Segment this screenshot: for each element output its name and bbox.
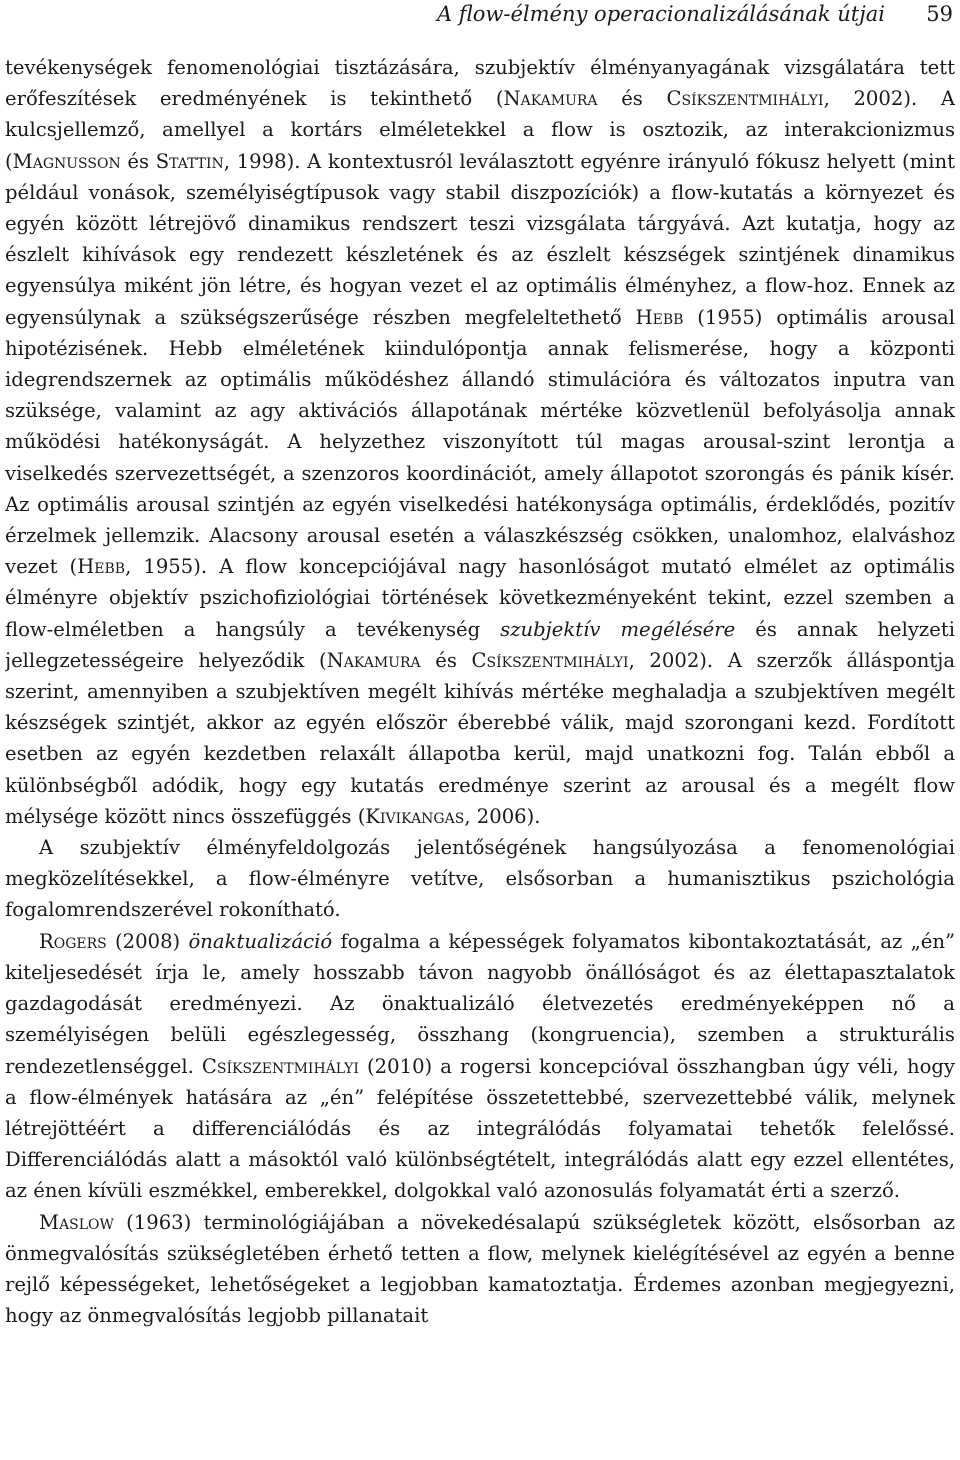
paragraph [5,926,955,1207]
document-page [5,0,955,1460]
author-name: Csíkszentmihályi [471,648,629,672]
author-name: Csíkszentmihályi [201,1054,359,1078]
paragraph [5,1207,955,1332]
running-header [5,2,955,36]
author-name: Stattin [155,149,224,173]
emphasis-text: szubjektív megélésére [500,617,736,641]
text-run: tevékenységek fenomenológiai tisztázására, szubjektív élményanyagának vizsgálatára tett erőfeszítések eredményének is tekinthető ( [5,56,955,111]
paragraph [5,52,955,832]
emphasis-text: önaktualizáció [188,929,333,953]
text-run: (1955) optimális arousal hipotézisének. Hebb elméletének kiindulópontja annak felismerése, hogy a központi idegrendszernek az optimális működéshez állandó stimulációra és változatos inputra van szüksége, valamint az agy aktivációs állapotának mértéke közvetlenül befolyásolja annak működési hatékonyságát. A helyzethez viszonyított túl magas arousal-szint lerontja a viselkedés szervezettségét, a szenzoros koordinációt, amely állapotot szorongás és pánik kísér. Az optimális arousal szintjén az egyén viselkedési hatékonysága optimális, érdeklődés, pozitív érzelmek jellemzik. Alacsony arousal esetén a válaszkészség csökken, unalomhoz, elalváshoz vezet ( [5,305,955,579]
page-number: 59 [926,2,953,26]
text-run: A szubjektív élményfeldolgozás jelentőségének hangsúlyozása a fenomenológiai megközelítésekkel, a flow-élményre vetítve, elsősorban a humanisztikus pszichológia fogalomrendszerével rokonítható. [5,836,955,922]
paragraph [5,832,955,926]
text-run: fogalma a képességek folyamatos kibontakoztatását, az „én” kiteljesedését írja le, amely hosszabb távon nagyobb önállóságot és az élettapasztalatok gazdagodását eredményezi. Az önaktualizáló életvezetés eredményeképpen nő a személyiségen belüli egészlegesség, összhang (kongruencia), szemben a strukturális rendezetlenséggel. [5,929,955,1078]
author-name: Maslow [39,1210,114,1234]
author-name: Hebb [77,555,126,579]
author-name: Nakamura [503,87,598,111]
body-text [5,52,955,1331]
running-title: A flow-élmény operacionalizálásának útjai [436,2,885,26]
text-run: , 1998). A kontextusról leválasztott egyénre irányuló fókusz helyett (mint például vonások, személyiségtípusok vagy stabil diszpozíciók) a flow-kutatás a környezet és egyén között létrejövő dinamikus rendszert teszi vizsgálata tárgyává. Azt kutatja, hogy az észlelt kihívások egy rendezett készletének és az észlelt készségek szintjének dinamikus egyensúlya miként jön létre, és hogyan vezet el az optimális élményhez, a flow-hoz. Ennek az egyensúlynak a szükségszerűsége részben megfeleltethető [5,149,955,329]
text-run: , 2002). A kulcsjellemző, amellyel a kortárs elméletekkel a flow is osztozik, az interakcionizmus ( [5,87,955,173]
text-run: (1963) terminológiájában a növekedésalapú szükségletek között, elsősorban az önmegvalósítás szükségletében érhető tetten a flow, melynek kielégítésével az egyén a benne rejlő képességeket, lehetőségeket a legjobban kamatoztatja. Érdemes azonban megjegyezni, hogy az önmegvalósítás legjobb pillanatait [5,1210,955,1328]
text-run: és [420,648,472,672]
text-run: és [597,87,667,111]
author-name: Kivikangas [365,804,465,828]
text-run: (2010) a rogersi koncepcióval összhangban úgy véli, hogy a flow-élmények hatására az „én” felépítése összetettebbé, szervezettebbé válik, melynek létrejöttéért a differenciálódás és az integrálódás folyamatai tehetők felelőssé. Differenciálódás alatt a másoktól való különbségtételt, integrálódás alatt egy ezzel ellentétes, az énen kívüli eszmékkel, emberekkel, dolgokkal való azonosulás folyamatát érti a szerző. [5,1054,955,1203]
author-name: Hebb [635,305,684,329]
text-run: , 2002). A szerzők álláspontja szerint, amennyiben a szubjektíven megélt kihívás mértéke meghaladja a szubjektíven megélt készségek szintjét, akkor az egyén először éberebbé válik, majd szorongani kezd. Fordított esetben az egyén kezdetben relaxált állapotba kerül, majd unatkozni fog. Talán ebből a különbségből adódik, hogy egy kutatás eredménye szerint az arousal és a megélt flow mélysége között nincs összefüggés ( [5,648,955,828]
author-name: Rogers [39,929,107,953]
text-run: és annak helyzeti jellegzetességeire helyeződik ( [5,617,955,672]
author-name: Csíkszentmihályi [666,87,824,111]
author-name: Magnusson [12,149,121,173]
text-run: , 1955). A flow koncepciójával nagy hasonlóságot mutató elmélet az optimális élményre objektív pszichofiziológiai történések következményeként tekint, ezzel szemben a flow-elméletben a hangsúly a tevékenység [5,555,955,641]
author-name: Nakamura [326,648,421,672]
text-run: és [120,149,156,173]
text-run: , 2006). [464,804,541,828]
text-run: (2008) [106,929,189,953]
